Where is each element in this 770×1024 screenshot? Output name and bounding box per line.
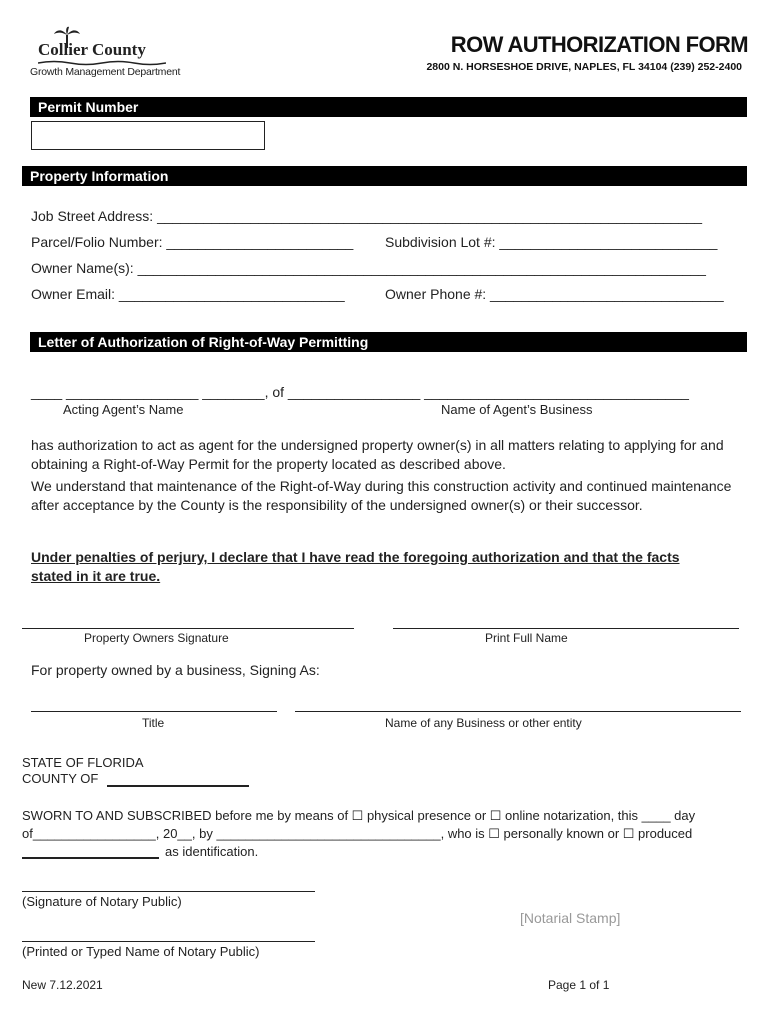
identification-line[interactable] — [22, 857, 159, 859]
owner-names-field[interactable]: Owner Name(s): _________________________________________________________________________ — [31, 260, 706, 276]
print-name-line[interactable] — [393, 628, 739, 629]
business-name-caption: Name of any Business or other entity — [385, 716, 582, 730]
owner-phone-field[interactable]: Owner Phone #: ______________________________ — [385, 286, 724, 302]
maintenance-paragraph: We understand that maintenance of the Right-of-Way during this construction activity and continued maintenance after acceptance by the County is the responsibility of the undersigned owner(s) or their successor. — [31, 478, 732, 513]
notary-county-label: COUNTY OF — [22, 771, 99, 786]
agent-business-caption: Name of Agent’s Business — [441, 402, 593, 417]
page-number: Page 1 of 1 — [548, 978, 610, 992]
notarial-stamp-placeholder: [Notarial Stamp] — [520, 910, 621, 926]
owner-signature-line[interactable] — [22, 628, 354, 629]
agent-line[interactable]: ____ _________________ ________, of _________________ __________________________________ — [31, 384, 689, 400]
business-name-line[interactable] — [295, 711, 741, 712]
sworn-line-1: SWORN TO AND SUBSCRIBED before me by means of ☐ physical presence or ☐ online notarization, this ____ day — [22, 808, 696, 823]
permit-number-input[interactable] — [31, 121, 265, 150]
sworn-line-3: as identification. — [165, 844, 259, 859]
sworn-line-2: of_________________, 20__, by _______________________________, who is ☐ personally known or ☐ produced — [22, 826, 693, 841]
business-signing-prompt: For property owned by a business, Signing As: — [31, 662, 320, 678]
parcel-folio-field[interactable]: Parcel/Folio Number: ________________________ — [31, 234, 354, 250]
perjury-statement-line-2: stated in it are true. — [31, 568, 161, 584]
perjury-statement-line-1: Under penalties of perjury, I declare that I have read the foregoing authorization and that the facts — [31, 549, 680, 565]
notary-state: STATE OF FLORIDA — [22, 755, 144, 770]
print-name-caption: Print Full Name — [485, 631, 568, 645]
logo-wordmark: Collier County — [38, 40, 146, 59]
owner-signature-caption: Property Owners Signature — [84, 631, 229, 645]
notary-county-line[interactable] — [107, 785, 249, 787]
form-title: ROW AUTHORIZATION FORM — [450, 32, 748, 57]
notary-name-caption: (Printed or Typed Name of Notary Public) — [22, 944, 260, 959]
job-street-address-field[interactable]: Job Street Address: ______________________________________________________________________ — [31, 208, 703, 224]
form-address: 2800 N. HORSESHOE DRIVE, NAPLES, FL 34104 (239) 252-2400 — [426, 61, 742, 73]
title-caption: Title — [142, 716, 165, 730]
agent-name-caption: Acting Agent’s Name — [63, 402, 184, 417]
notary-name-line[interactable] — [22, 941, 315, 942]
subdivision-lot-field[interactable]: Subdivision Lot #: ____________________________ — [385, 234, 718, 250]
owner-email-field[interactable]: Owner Email: _____________________________ — [31, 286, 345, 302]
letter-authorization-header: Letter of Authorization of Right-of-Way Permitting — [30, 332, 747, 352]
property-information-header: Property Information — [22, 166, 747, 186]
notary-signature-line[interactable] — [22, 891, 315, 892]
title-line[interactable] — [31, 711, 277, 712]
permit-number-header: Permit Number — [30, 97, 747, 117]
authorization-paragraph: has authorization to act as agent for the undersigned property owner(s) in all matters relating to applying for and obtaining a Right-of-Way Permit for the property located as described above. — [31, 437, 724, 472]
notary-signature-caption: (Signature of Notary Public) — [22, 894, 182, 909]
form-version: New 7.12.2021 — [22, 978, 103, 992]
logo-department: Growth Management Department — [30, 66, 181, 78]
